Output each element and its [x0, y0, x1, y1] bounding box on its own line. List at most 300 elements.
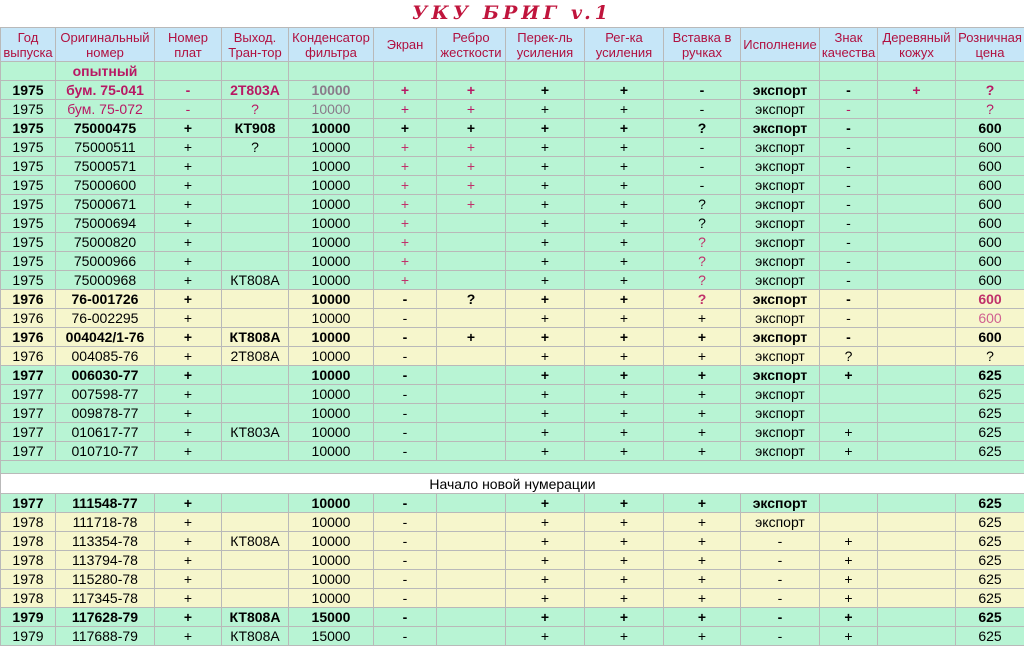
cell-transistor: КТ808А [222, 328, 289, 347]
cell-wood-case [878, 589, 956, 608]
cell-wood-case [878, 271, 956, 290]
cell-version: - [741, 551, 820, 570]
cell-handle-insert: ? [664, 252, 741, 271]
cell-year: 1975 [1, 119, 56, 138]
cell-version: экспорт [741, 100, 820, 119]
cell-year: 1975 [1, 138, 56, 157]
cell-version: - [741, 608, 820, 627]
cell-serial: 006030-77 [56, 366, 155, 385]
cell-capacitor: 10000 [289, 271, 374, 290]
cell-serial: 009878-77 [56, 404, 155, 423]
cell-rib: + [437, 176, 506, 195]
cell-wood-case [878, 233, 956, 252]
cell-rib [437, 513, 506, 532]
cell-gain-adjust: + [585, 233, 664, 252]
cell-screen: - [374, 366, 437, 385]
cell-rib [437, 233, 506, 252]
cell-gain-adjust: + [585, 570, 664, 589]
cell-year: 1975 [1, 176, 56, 195]
cell-year: 1978 [1, 532, 56, 551]
cell-gain-adjust: + [585, 385, 664, 404]
cell-transistor [222, 233, 289, 252]
cell-year: 1975 [1, 233, 56, 252]
cell-capacitor: 10000 [289, 570, 374, 589]
cell-serial: 111718-78 [56, 513, 155, 532]
cell-rib [437, 366, 506, 385]
cell-serial: 75000694 [56, 214, 155, 233]
cell-rib: + [437, 328, 506, 347]
cell-gain-switch: + [506, 347, 585, 366]
header-version: Исполнение [741, 28, 820, 62]
cell-transistor: КТ808А [222, 608, 289, 627]
cell-rib [437, 494, 506, 513]
table-row [1, 494, 1024, 513]
cell-transistor [222, 366, 289, 385]
cell-gain-adjust: + [585, 119, 664, 138]
cell-screen: + [374, 176, 437, 195]
cell-version: экспорт [741, 119, 820, 138]
cell-screen: - [374, 627, 437, 646]
cell-board: + [155, 627, 222, 646]
cell-gain-adjust: + [585, 442, 664, 461]
cell-price: 625 [956, 627, 1024, 646]
cell-rib [437, 252, 506, 271]
cell-year: 1977 [1, 366, 56, 385]
cell-quality-mark: - [820, 290, 878, 309]
models-table [0, 27, 1024, 646]
cell-gain-adjust: + [585, 100, 664, 119]
cell-board: + [155, 214, 222, 233]
cell-screen: - [374, 347, 437, 366]
cell-screen: + [374, 138, 437, 157]
cell-version: экспорт [741, 233, 820, 252]
cell-serial: 117628-79 [56, 608, 155, 627]
cell-serial: 117345-78 [56, 589, 155, 608]
cell-transistor [222, 309, 289, 328]
table-row [1, 570, 1024, 589]
cell-price: 625 [956, 366, 1024, 385]
cell-transistor: КТ808А [222, 532, 289, 551]
header-wood-case: Деревяный кожух [878, 28, 956, 62]
cell-rib: + [437, 138, 506, 157]
cell-transistor: КТ803А [222, 423, 289, 442]
cell-price: 600 [956, 138, 1024, 157]
cell-capacitor: 10000 [289, 214, 374, 233]
cell-year: 1978 [1, 551, 56, 570]
cell-gain-switch: + [506, 385, 585, 404]
cell-price: 625 [956, 494, 1024, 513]
cell-transistor: 2Т808А [222, 347, 289, 366]
cell-capacitor: 15000 [289, 627, 374, 646]
cell-capacitor: 10000 [289, 309, 374, 328]
cell-version: экспорт [741, 290, 820, 309]
cell-capacitor: 10000 [289, 513, 374, 532]
cell-transistor [222, 252, 289, 271]
table-row [1, 627, 1024, 646]
header-handle-insert: Вставка в ручках [664, 28, 741, 62]
cell-board: + [155, 404, 222, 423]
cell-board: - [155, 100, 222, 119]
cell-rib: ? [437, 290, 506, 309]
cell-rib [437, 551, 506, 570]
cell-quality-mark: - [820, 252, 878, 271]
cell-handle-insert: - [664, 81, 741, 100]
cell-handle-insert: - [664, 100, 741, 119]
cell-version: - [741, 627, 820, 646]
cell-price: 600 [956, 195, 1024, 214]
cell-gain-switch: + [506, 627, 585, 646]
cell-screen: + [374, 233, 437, 252]
cell-wood-case [878, 119, 956, 138]
table-row [1, 214, 1024, 233]
cell-gain-switch: + [506, 119, 585, 138]
cell-gain-adjust: + [585, 252, 664, 271]
numbering-note: Начало новой нумерации [1, 474, 1024, 494]
cell-gain-adjust: + [585, 347, 664, 366]
cell-gain-adjust: + [585, 195, 664, 214]
cell-screen: - [374, 404, 437, 423]
cell-transistor [222, 290, 289, 309]
cell-gain-switch: + [506, 551, 585, 570]
table-row [1, 366, 1024, 385]
cell-gain-switch: + [506, 309, 585, 328]
cell-board: + [155, 176, 222, 195]
cell-year: 1977 [1, 494, 56, 513]
table-row [1, 100, 1024, 119]
cell-handle-insert: + [664, 423, 741, 442]
header-screen: Экран [374, 28, 437, 62]
cell-year: 1975 [1, 271, 56, 290]
note-row [1, 474, 1024, 494]
cell-rib [437, 442, 506, 461]
cell-screen: - [374, 309, 437, 328]
cell-handle-insert: + [664, 404, 741, 423]
cell-capacitor: 10000 [289, 589, 374, 608]
cell-board: + [155, 252, 222, 271]
table-row [1, 119, 1024, 138]
cell-price: 625 [956, 404, 1024, 423]
header-quality-mark: Знак качества [820, 28, 878, 62]
cell-rib: + [437, 81, 506, 100]
cell-gain-adjust: + [585, 309, 664, 328]
cell-transistor [222, 214, 289, 233]
cell-year: 1975 [1, 214, 56, 233]
cell-year: 1976 [1, 347, 56, 366]
cell-handle-insert: + [664, 532, 741, 551]
cell-rib [437, 532, 506, 551]
header-row [1, 28, 1024, 62]
prototype-label: опытный [56, 62, 155, 81]
cell-gain-switch: + [506, 233, 585, 252]
header-serial: Оригинальный номер [56, 28, 155, 62]
cell-capacitor: 10000 [289, 195, 374, 214]
cell-serial: 75000820 [56, 233, 155, 252]
cell-wood-case [878, 157, 956, 176]
cell-rib [437, 608, 506, 627]
header-gain-adjust: Рег-ка усиления [585, 28, 664, 62]
cell-rib [437, 271, 506, 290]
cell-board: + [155, 385, 222, 404]
cell-handle-insert: + [664, 347, 741, 366]
cell-wood-case [878, 138, 956, 157]
cell-year: 1977 [1, 385, 56, 404]
cell-screen: - [374, 494, 437, 513]
cell-version: экспорт [741, 513, 820, 532]
cell-gain-adjust: + [585, 328, 664, 347]
cell-screen: + [374, 100, 437, 119]
cell-screen: - [374, 551, 437, 570]
cell-rib [437, 423, 506, 442]
cell-serial: 76-002295 [56, 309, 155, 328]
cell-rib [437, 589, 506, 608]
cell-handle-insert: ? [664, 290, 741, 309]
cell-quality-mark [820, 513, 878, 532]
cell-year: 1975 [1, 195, 56, 214]
cell-screen: + [374, 157, 437, 176]
cell-board: + [155, 233, 222, 252]
cell-capacitor: 10000 [289, 100, 374, 119]
cell-screen: + [374, 81, 437, 100]
cell-year: 1976 [1, 328, 56, 347]
table-row [1, 271, 1024, 290]
cell-wood-case [878, 532, 956, 551]
cell-price: 625 [956, 570, 1024, 589]
cell-wood-case [878, 176, 956, 195]
cell-wood-case [878, 195, 956, 214]
cell-serial: 117688-79 [56, 627, 155, 646]
cell-board: + [155, 271, 222, 290]
cell-wood-case [878, 404, 956, 423]
cell-price: 625 [956, 589, 1024, 608]
cell-board: + [155, 309, 222, 328]
header-capacitor: Конденсатор фильтра [289, 28, 374, 62]
cell-serial: 113794-78 [56, 551, 155, 570]
cell-version: экспорт [741, 138, 820, 157]
cell-gain-switch: + [506, 423, 585, 442]
cell-board: + [155, 442, 222, 461]
cell-quality-mark: - [820, 271, 878, 290]
cell-year: 1977 [1, 442, 56, 461]
cell-version: - [741, 570, 820, 589]
cell-screen: - [374, 532, 437, 551]
cell-transistor [222, 589, 289, 608]
cell-gain-switch: + [506, 570, 585, 589]
cell-quality-mark: + [820, 366, 878, 385]
cell-year: 1975 [1, 100, 56, 119]
cell-board: + [155, 366, 222, 385]
cell-serial: 75000966 [56, 252, 155, 271]
table-row [1, 309, 1024, 328]
cell-capacitor: 10000 [289, 366, 374, 385]
cell-transistor [222, 494, 289, 513]
cell-capacitor: 10000 [289, 233, 374, 252]
cell-wood-case [878, 570, 956, 589]
cell-serial: 75000671 [56, 195, 155, 214]
cell-gain-adjust: + [585, 608, 664, 627]
cell-serial: бум. 75-041 [56, 81, 155, 100]
cell-capacitor: 10000 [289, 385, 374, 404]
table-row [1, 195, 1024, 214]
cell-gain-switch: + [506, 100, 585, 119]
cell-board: + [155, 157, 222, 176]
cell-capacitor: 10000 [289, 423, 374, 442]
cell-wood-case [878, 214, 956, 233]
cell-board: + [155, 608, 222, 627]
cell-year: 1975 [1, 81, 56, 100]
cell-handle-insert: ? [664, 271, 741, 290]
cell-quality-mark: - [820, 138, 878, 157]
cell-rib [437, 404, 506, 423]
cell-serial: 75000571 [56, 157, 155, 176]
cell-gain-adjust: + [585, 627, 664, 646]
cell-wood-case [878, 385, 956, 404]
cell-year: 1979 [1, 608, 56, 627]
cell-version: - [741, 589, 820, 608]
cell-gain-switch: + [506, 138, 585, 157]
cell-serial: бум. 75-072 [56, 100, 155, 119]
cell-version: экспорт [741, 442, 820, 461]
cell-price: 625 [956, 385, 1024, 404]
cell-rib [437, 214, 506, 233]
header-transistor: Выход. Тран-тор [222, 28, 289, 62]
table-row [1, 551, 1024, 570]
cell-board: + [155, 138, 222, 157]
cell-price: ? [956, 347, 1024, 366]
cell-quality-mark [820, 385, 878, 404]
header-price: Розничная цена [956, 28, 1024, 62]
cell-gain-adjust: + [585, 290, 664, 309]
cell-gain-switch: + [506, 513, 585, 532]
cell-serial: 75000511 [56, 138, 155, 157]
cell-version: экспорт [741, 347, 820, 366]
table-row [1, 589, 1024, 608]
cell-rib [437, 570, 506, 589]
cell-quality-mark: + [820, 551, 878, 570]
cell-gain-switch: + [506, 328, 585, 347]
cell-price: 600 [956, 252, 1024, 271]
cell-gain-adjust: + [585, 513, 664, 532]
cell-handle-insert: + [664, 442, 741, 461]
cell-year: 1978 [1, 513, 56, 532]
table-row [1, 385, 1024, 404]
cell-transistor [222, 442, 289, 461]
cell-wood-case [878, 100, 956, 119]
cell-transistor: ? [222, 138, 289, 157]
cell-board: + [155, 119, 222, 138]
cell-quality-mark: + [820, 532, 878, 551]
cell-transistor [222, 551, 289, 570]
cell-version: экспорт [741, 366, 820, 385]
cell-transistor [222, 385, 289, 404]
cell-capacitor: 10000 [289, 290, 374, 309]
cell-gain-adjust: + [585, 81, 664, 100]
cell-wood-case [878, 423, 956, 442]
cell-gain-switch: + [506, 532, 585, 551]
table-row [1, 138, 1024, 157]
cell-rib: + [437, 195, 506, 214]
cell-quality-mark: - [820, 119, 878, 138]
cell-wood-case [878, 494, 956, 513]
cell-board: - [155, 81, 222, 100]
cell-gain-switch: + [506, 442, 585, 461]
cell-capacitor: 10000 [289, 119, 374, 138]
cell-handle-insert: ? [664, 195, 741, 214]
cell-serial: 75000600 [56, 176, 155, 195]
cell-quality-mark: + [820, 627, 878, 646]
cell-wood-case [878, 309, 956, 328]
cell-quality-mark: - [820, 214, 878, 233]
cell-quality-mark: - [820, 100, 878, 119]
cell-transistor: КТ808А [222, 627, 289, 646]
cell-version: экспорт [741, 309, 820, 328]
table-row [1, 176, 1024, 195]
cell-gain-switch: + [506, 366, 585, 385]
cell-handle-insert: + [664, 494, 741, 513]
cell-serial: 010710-77 [56, 442, 155, 461]
cell-version: экспорт [741, 328, 820, 347]
cell-wood-case [878, 551, 956, 570]
cell-board: + [155, 532, 222, 551]
cell-wood-case [878, 328, 956, 347]
cell-serial: 115280-78 [56, 570, 155, 589]
cell-gain-switch: + [506, 195, 585, 214]
cell-quality-mark: - [820, 309, 878, 328]
header-gain-switch: Перек-ль усиления [506, 28, 585, 62]
cell-price: ? [956, 81, 1024, 100]
cell-year: 1979 [1, 627, 56, 646]
table-row [1, 157, 1024, 176]
cell-capacitor: 10000 [289, 176, 374, 195]
cell-year: 1975 [1, 252, 56, 271]
header-year: Год выпуска [1, 28, 56, 62]
cell-handle-insert: + [664, 366, 741, 385]
cell-gain-switch: + [506, 608, 585, 627]
cell-transistor [222, 513, 289, 532]
cell-price: 600 [956, 309, 1024, 328]
cell-handle-insert: + [664, 589, 741, 608]
cell-capacitor: 10000 [289, 157, 374, 176]
cell-gain-switch: + [506, 290, 585, 309]
cell-screen: - [374, 442, 437, 461]
cell-capacitor: 15000 [289, 608, 374, 627]
header-board: Номер плат [155, 28, 222, 62]
cell-price: 600 [956, 119, 1024, 138]
cell-year: 1976 [1, 309, 56, 328]
cell-version: экспорт [741, 195, 820, 214]
cell-year: 1977 [1, 423, 56, 442]
cell-version: экспорт [741, 81, 820, 100]
cell-wood-case [878, 442, 956, 461]
cell-rib: + [437, 100, 506, 119]
cell-year: 1978 [1, 589, 56, 608]
cell-wood-case: + [878, 81, 956, 100]
cell-handle-insert: ? [664, 119, 741, 138]
cell-screen: + [374, 119, 437, 138]
cell-version: - [741, 532, 820, 551]
cell-capacitor: 10000 [289, 347, 374, 366]
cell-version: экспорт [741, 214, 820, 233]
table-row [1, 513, 1024, 532]
cell-screen: - [374, 570, 437, 589]
cell-handle-insert: + [664, 570, 741, 589]
cell-rib: + [437, 119, 506, 138]
cell-quality-mark [820, 404, 878, 423]
cell-transistor: КТ808А [222, 271, 289, 290]
cell-gain-switch: + [506, 176, 585, 195]
cell-handle-insert: ? [664, 233, 741, 252]
cell-quality-mark: + [820, 423, 878, 442]
cell-gain-switch: + [506, 271, 585, 290]
